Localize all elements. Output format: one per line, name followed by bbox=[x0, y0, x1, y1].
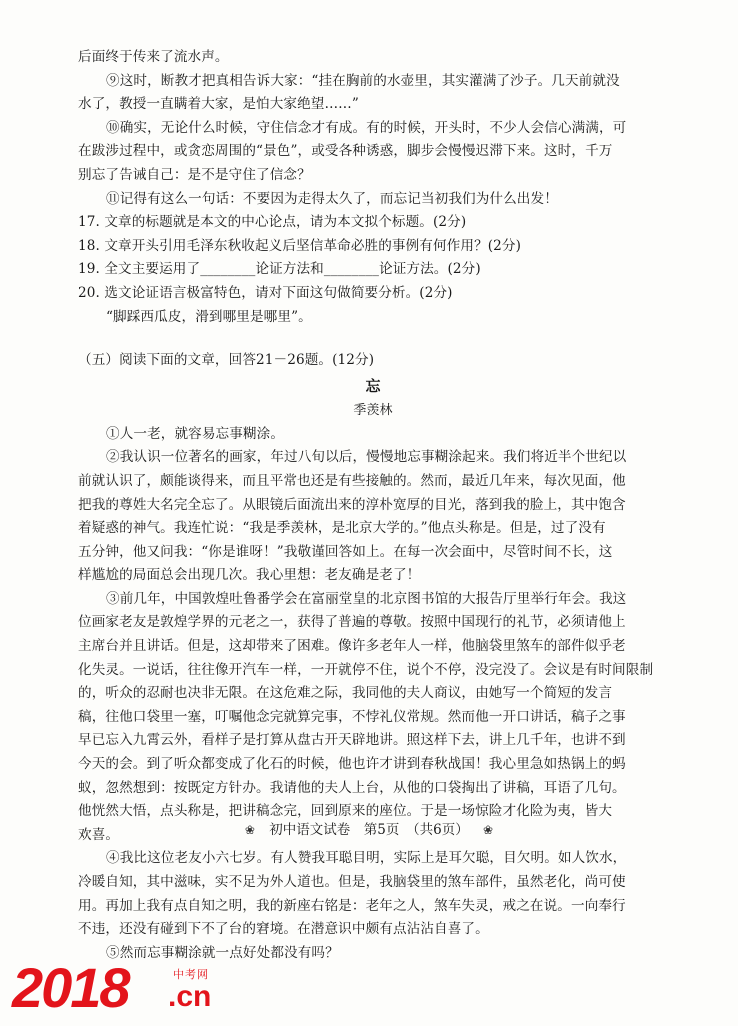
paragraph-line: 的，听众的忍耐也决非无限。在这危难之际，我同他的夫人商议，由她写一个简短的发言 bbox=[78, 685, 613, 702]
paragraph-line: 蚁，忽然想到：按既定方针办。我请他的夫人上台，从他的口袋掏出了讲稿，耳语了几句。 bbox=[78, 779, 626, 796]
text-line: 别忘了告诫自己：是不是守住了信念？ bbox=[78, 166, 311, 183]
article-author: 季羡林 bbox=[353, 402, 393, 418]
paragraph-line: ④我比这位老友小六七岁。有人赞我耳聪目明，实际上是耳欠聪，目欠明。如人饮水， bbox=[106, 850, 627, 867]
paragraph-line: ③前几年，中国敦煌吐鲁番学会在富丽堂皇的北京图书馆的大报告厅里举行年会。我这 bbox=[106, 590, 627, 607]
paragraph-line: ②我认识一位著名的画家，年过八旬以后，慢慢地忘事糊涂起来。我们将近半个世纪以 bbox=[106, 449, 627, 466]
paragraph-line: 冷暖自知，其中滋味，实不足为外人道也。但是，我脑袋里的煞车部件，虽然老化，尚可使 bbox=[78, 874, 626, 890]
paragraph-line: 今天的会。到了听众都变成了化石的时候，他也许才讲到春秋战国！我心里急如热锅上的蚂 bbox=[78, 756, 626, 773]
flower-ornament-icon: ❀ bbox=[483, 823, 494, 837]
question-20: 20. 选文论证语言极富特色，请对下面这句做简要分析。(2分) bbox=[78, 284, 453, 301]
paragraph-line: 他恍然大悟，点头称是，把讲稿念完，回到原来的座位。于是一场惊险才化险为夷，皆大 bbox=[78, 803, 613, 820]
spacer bbox=[78, 329, 668, 349]
question-17: 17. 文章的标题就是本文的中心论点，请为本文拟个标题。(2分) bbox=[78, 214, 467, 231]
paragraph-line: 化失灵。一说话，往往像开汽车一样，一开就停不住，说个不停，没完没了。会议是有时间限制 bbox=[78, 661, 654, 678]
article-title: 忘 bbox=[365, 376, 381, 395]
flower-ornament-icon: ❀ bbox=[244, 823, 255, 837]
question-20-quote: “脚踩西瓜皮，滑到哪里是哪里”。 bbox=[106, 308, 312, 325]
paragraph-line: 把我的尊姓大名完全忘了。从眼镜后面流出来的淳朴宽厚的目光，落到我的脸上，其中饱含 bbox=[78, 496, 626, 513]
logo-domain: .cn bbox=[168, 980, 212, 1013]
paragraph-line: 欢喜。 bbox=[78, 826, 120, 843]
page-footer bbox=[0, 818, 738, 838]
paragraph-line: 位画家老友是敦煌学界的元老之一，获得了普遍的尊敬。按照中国现行的礼节，必须请他上 bbox=[78, 614, 626, 631]
paragraph-line: 五分钟，他又问我：“你是谁呀！”我敬谨回答如上。在每一次会面中，尽管时间不长，这 bbox=[78, 543, 613, 560]
paragraph-line: ①人一老，就容易忘事糊涂。 bbox=[106, 425, 285, 442]
watermark-logo bbox=[12, 958, 272, 1018]
logo-subtitle: 中考网 bbox=[173, 968, 209, 981]
text-line: ⑩确实，无论什么时候，守住信念才有成。有的时候，开头时，不少人会信心满满，可 bbox=[106, 119, 627, 136]
question-18: 18. 文章开头引用毛泽东秋收起义后坚信革命必胜的事例有何作用？(2分) bbox=[78, 237, 522, 254]
paragraph-line: 样尴尬的局面总会出现几次。我心里想：老友确是老了！ bbox=[78, 567, 421, 584]
text-line: 后面终于传来了流水声。 bbox=[78, 49, 229, 65]
section-heading: （五）阅读下面的文章，回答21－26题。(12分) bbox=[78, 352, 375, 369]
paragraph-line: 不违，还没有碰到下不了台的窘境。在潜意识中颇有点沾沾自喜了。 bbox=[78, 921, 489, 938]
paragraph-line: 早已忘入九霄云外，看样子是打算从盘古开天辟地讲。照这样下去，讲上几千年，也讲不到 bbox=[78, 732, 626, 749]
text-line: 在跋涉过程中，或贪恋周围的“景色”，或受各种诱惑，脚步会慢慢迟滞下来。这时，千万 bbox=[78, 143, 613, 160]
text-line: ⑪记得有这么一句话：不要因为走得太久了，而忘记当初我们为什么出发！ bbox=[106, 190, 558, 207]
question-19: 19. 全文主要运用了________论证方法和________论证方法。(2分) bbox=[78, 261, 481, 278]
text-line: 水了，教授一直瞒着大家，是怕大家绝望……” bbox=[78, 96, 359, 113]
paragraph-line: 主席台并且讲话。但是，这却带来了困难。像许多老年人一样，他脑袋里煞车的部件似乎老 bbox=[78, 638, 626, 655]
paragraph-line: 前就认识了，颇能谈得来，而且平常也还是有些接触的。然而，最近几年来，每次见面，他 bbox=[78, 472, 626, 489]
paragraph-line: 用。再加上我有点自知之明，我的新座右铭是：老年之人，煞车失灵，戒之在说。一向奉行 bbox=[78, 897, 626, 914]
footer-text: 初中语文试卷 第5页 （共6页） bbox=[269, 822, 469, 838]
text-line: ⑨这时，断教才把真相告诉大家：“挂在胸前的水壶里，其实灌满了沙子。几天前就没 bbox=[106, 72, 620, 89]
paragraph-line: 稿，往他口袋里一塞，叮嘱他念完就算完事，不悖礼仪常规。然而他一开口讲话，稿子之事 bbox=[78, 708, 626, 725]
paragraph-line: 着疑惑的神气。我连忙说：“我是季羡林，是北京大学的。”他点头称是。但是，过了没有 bbox=[78, 520, 606, 537]
paragraph-line: ⑤然而忘事糊涂就一点好处都没有吗？ bbox=[106, 944, 339, 961]
logo-number: 2018 bbox=[12, 956, 129, 1019]
